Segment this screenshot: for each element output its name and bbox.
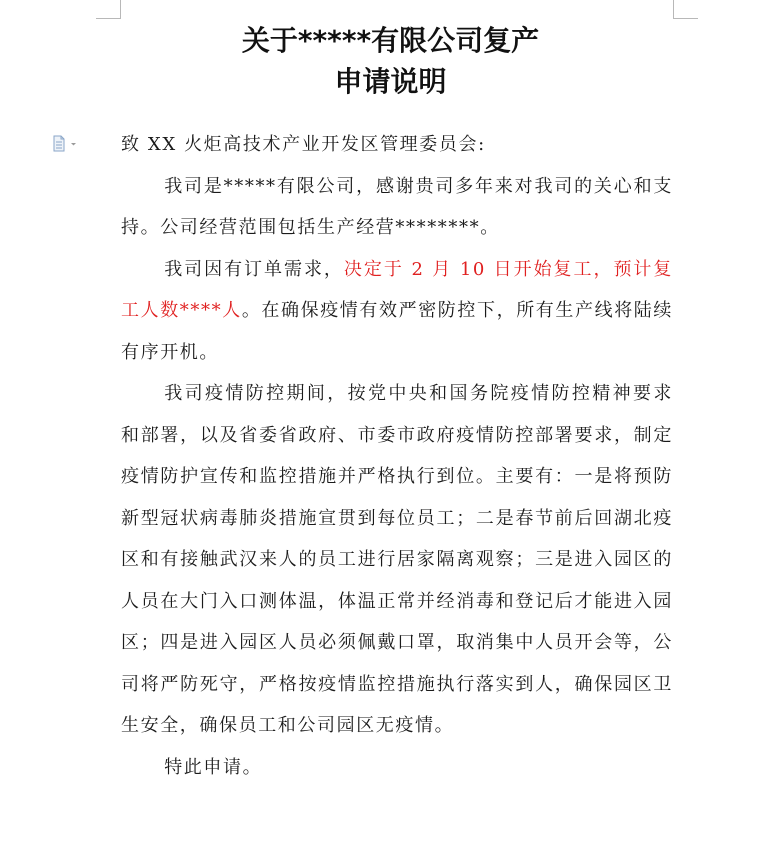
resumption-text-end: 。在确保疫情有效严密防控下，所有生产线将陆续有序开机。 [121, 300, 674, 363]
paragraph-resumption [121, 249, 673, 374]
crop-mark-top-left [96, 0, 121, 19]
document-body [121, 124, 673, 788]
document-icon [52, 135, 82, 153]
closing-line: 特此申请。 [164, 756, 263, 778]
document-title-line-1: 关于*****有限公司复产 [241, 24, 540, 57]
paragraph-epidemic-control: 我司疫情防控期间，按党中央和国务院疫情防控精神要求和部署，以及省委省政府、市委市政府疫情防控部署要求，制定疫情防护宣传和监控措施并严格执行到位。主要有：一是将预防新型冠状病毒肺炎措施宣贯到每位员工；二是春节前后回湖北疫区和有接触武汉来人的员工进行居家隔离观察；三是进入园区的人员在大门入口测体温，体温正常并经消毒和登记后才能进入园区；四是进入园区人员必须佩戴口罩，取消集中人员开会等，公司将严防死守，严格按疫情监控措施执行落实到人，确保园区卫生安全，确保员工和公司园区无疫情。 [121, 383, 673, 736]
salutation: 致 XX 火炬高技术产业开发区管理委员会: [121, 134, 486, 155]
crop-mark-top-right [673, 0, 698, 19]
resumption-text-start: 我司因有订单需求， [164, 258, 344, 280]
paragraph-menu-button[interactable] [52, 135, 82, 153]
document-title-line-2: 申请说明 [334, 65, 447, 98]
resumption-date-highlight: 决定于 2 月 10 日开始复工，预计复工人数****人 [121, 258, 673, 321]
paragraph-intro: 我司是*****有限公司，感谢贵司多年来对我司的关心和支持。公司经营范围包括生产经营********。 [121, 175, 673, 238]
